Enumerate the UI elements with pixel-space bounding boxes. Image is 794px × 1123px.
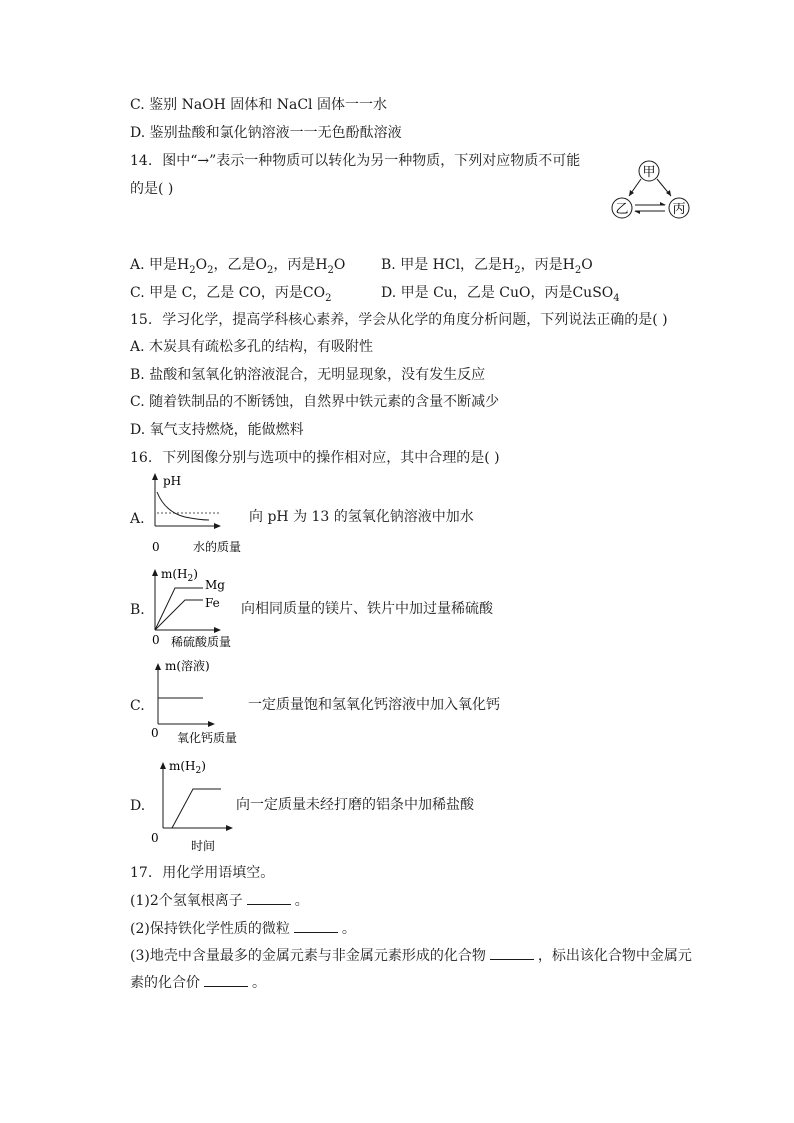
q17-stem: 17. 用化学用语填空。 <box>130 865 275 881</box>
q17-part3-compound-blank[interactable] <box>490 947 534 960</box>
graph-b-origin: 0 <box>152 633 160 647</box>
graph-c-ylabel: m(溶液) <box>165 659 210 673</box>
graph-d-ylabel: $m(H_2)$ <box>169 759 206 776</box>
graph-a-ylabel: pH <box>163 474 182 488</box>
q17-part-2: (2)保持铁化学性质的微粒 。 <box>130 921 356 937</box>
graph-a-xlabel: 水的质量 <box>193 540 242 554</box>
graph-d-xlabel: 时间 <box>191 839 216 853</box>
q16-option-b-letter: B. <box>130 602 145 618</box>
q17-part-3: (3)地壳中含量最多的金属元素与非金属元素形成的化合物 ，标出该化合物中金属元 <box>130 948 692 964</box>
graph-b-ylabel: $m(H_2)$ <box>161 567 198 584</box>
q14-option-b: B. 甲是 HCl，乙是$H_2$，丙是$H_2O$ <box>381 257 593 276</box>
q15-option-d: D. 氧气支持燃烧，能做燃料 <box>130 422 304 438</box>
q17-part-3-cont: 素的化合价 。 <box>130 975 266 991</box>
q14-number: 14. <box>130 153 153 169</box>
q14-stem-text: 图中“→”表示一种物质可以转化为另一种物质，下列对应物质不可能 <box>162 153 581 169</box>
graph-a-origin: 0 <box>152 540 160 554</box>
q16-option-d-text: 向一定质量未经打磨的铝条中加稀盐酸 <box>236 797 474 813</box>
q17-part1-answer-blank[interactable] <box>247 892 291 905</box>
node-jia-label: 甲 <box>642 165 656 180</box>
q14-option-a: A. 甲是$H_2O_2$，乙是$O_2$，丙是$H_2O$ <box>130 257 346 276</box>
q16-graph-a <box>145 470 255 558</box>
graph-b-series-fe: Fe <box>205 596 220 610</box>
q14-conversion-diagram <box>605 158 697 224</box>
q16-option-b-text: 向相同质量的镁片、铁片中加过量稀硫酸 <box>241 601 493 617</box>
q15-number: 15. <box>130 312 153 328</box>
node-bing-label: 丙 <box>672 202 686 217</box>
q16-option-a-text: 向 pH 为 13 的氢氧化钠溶液中加水 <box>249 509 474 525</box>
q16-graph-c <box>145 656 255 746</box>
q16-number: 16. <box>130 450 153 466</box>
q15-option-c: C. 随着铁制品的不断锈蚀，自然界中铁元素的含量不断减少 <box>130 394 500 410</box>
graph-c-xlabel: 氧化钙质量 <box>177 731 238 745</box>
graph-b-xlabel: 稀硫酸质量 <box>171 635 232 649</box>
q14-option-c: C. 甲是 C，乙是 CO，丙是$CO_2$ <box>130 285 332 304</box>
q16-option-c-text: 一定质量饱和氢氧化钙溶液中加入氧化钙 <box>248 697 500 713</box>
q15-option-b: B. 盐酸和氢氧化钠溶液混合，无明显现象，没有发生反应 <box>130 367 486 383</box>
q14-stem-line2: 的是( ) <box>130 181 174 197</box>
q13-option-c: C. 鉴别 NaOH 固体和 NaCl 固体一一水 <box>130 97 387 113</box>
graph-c-origin: 0 <box>151 726 159 740</box>
q17-part-1: (1)2个氢氧根离子 。 <box>130 893 309 909</box>
q14-option-d: D. 甲是 Cu，乙是 CuO，丙是CuSO$_4$ <box>381 285 620 304</box>
q16-stem: 16. 下列图像分别与选项中的操作相对应，其中合理的是( ) <box>130 450 500 466</box>
graph-b-series-mg: Mg <box>205 578 225 592</box>
q17-number: 17. <box>130 865 153 881</box>
q17-part2-answer-blank[interactable] <box>294 920 338 933</box>
q16-option-a-letter: A. <box>130 511 145 527</box>
q17-part3-valence-blank[interactable] <box>204 974 248 987</box>
q13-option-d: D. 鉴别盐酸和氯化钠溶液一一无色酚酞溶液 <box>130 125 402 141</box>
q16-graph-b <box>145 562 255 652</box>
graph-d-origin: 0 <box>151 831 159 845</box>
q15-stem: 15. 学习化学，提高学科核心素养，学会从化学的角度分析问题，下列说法正确的是( ) <box>130 312 668 328</box>
q14-stem-line1 <box>130 152 580 170</box>
q16-option-c-letter: C. <box>130 698 145 714</box>
q16-option-d-letter: D. <box>130 798 146 814</box>
node-yi-label: 乙 <box>615 202 629 217</box>
q15-option-a: A. 木炭具有疏松多孔的结构，有吸附性 <box>130 339 374 355</box>
